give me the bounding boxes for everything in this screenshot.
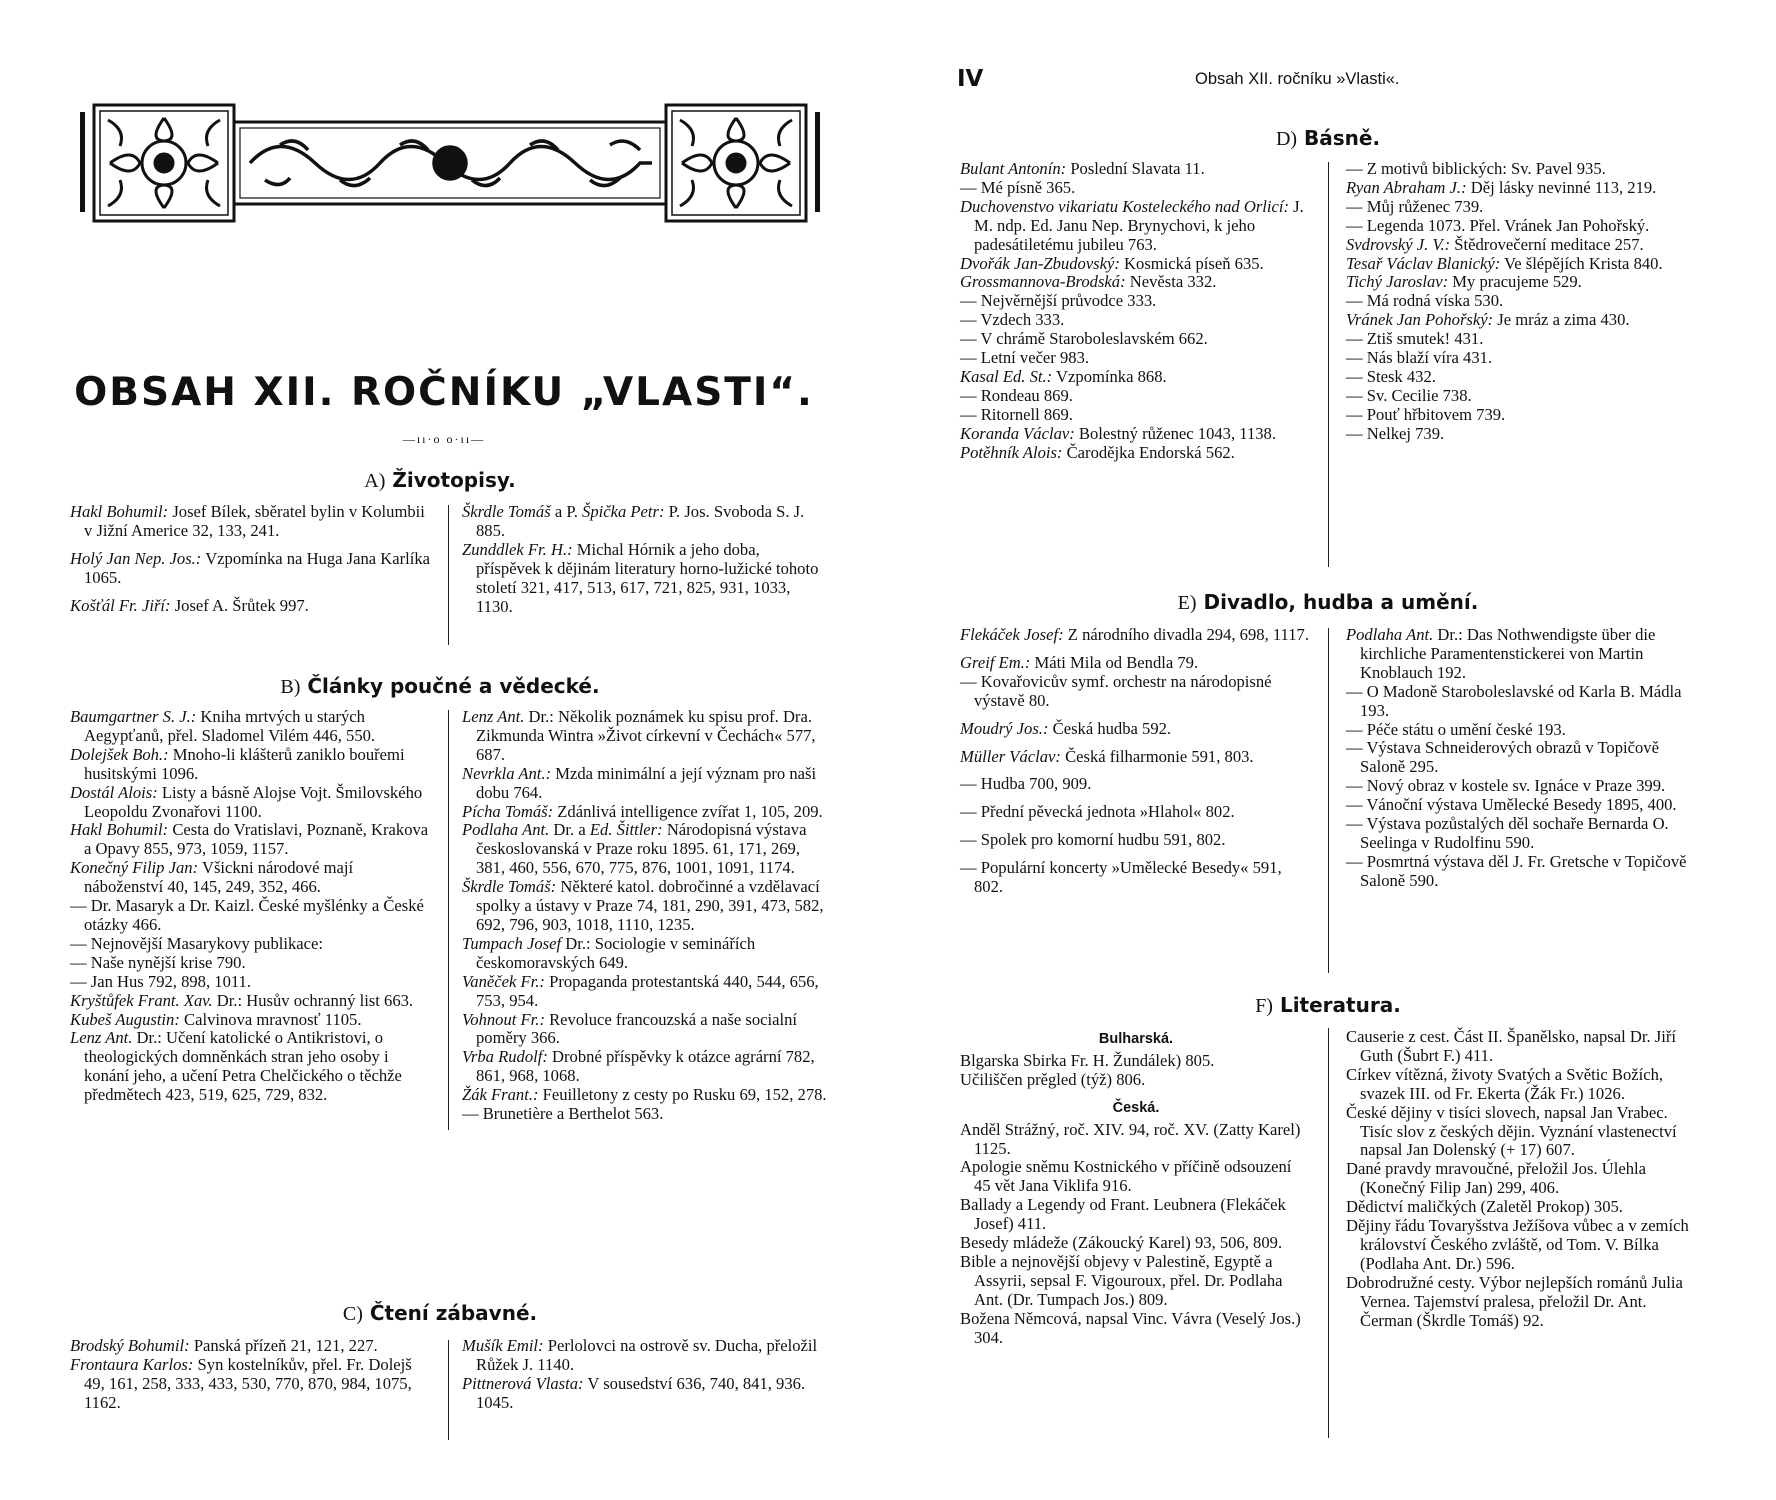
entry-author: Lenz Ant. (70, 1028, 133, 1048)
entry-text: — Přední pěvecká jednota »Hlahol« 802. (960, 802, 1235, 822)
entry-author: Hakl Bohumil: (70, 820, 169, 840)
index-entry (1346, 777, 1698, 796)
entry-text: — Má rodná víska 530. (1346, 291, 1504, 311)
section-letter: F) (1255, 995, 1273, 1017)
entry-text: Dr.: Sociologie v seminářích českomoravských 649. (476, 933, 756, 972)
index-entry (1346, 311, 1698, 330)
entry-author: Žák Frant.: (462, 1085, 539, 1105)
index-entry (960, 368, 1312, 387)
index-entry (70, 550, 435, 588)
entry-author: Bulant Antonín: (960, 159, 1067, 178)
entry-text: Calvinova mravnosť 1105. (179, 1009, 362, 1029)
index-entry (1346, 721, 1698, 740)
subheading-bulgarian: Bulharská. (1098, 1031, 1174, 1047)
entry-author: Potěhník Alois: (960, 442, 1063, 462)
index-entry (70, 1356, 435, 1413)
entry-author: Baumgartner S. J.: (70, 707, 197, 726)
index-entry (70, 973, 435, 992)
index-entry (1346, 292, 1698, 311)
entry-text: Máti Mila od Bendla 79. (1030, 652, 1199, 672)
entry-text: Mzda minimální a její význam pro naši dobu 764. (476, 763, 817, 802)
entry-text: Některé katol. dobročinné a vzdělavací spolky a ústavy v Praze 74, 181, 290, 391, 473, 582, 692, 796, 903, 1018, 1110, 1235. (476, 877, 824, 934)
entry-author: Tesař Václav Blanický: (1346, 253, 1501, 273)
entry-author: Dvořák Jan-Zbudovský: (960, 253, 1120, 273)
running-head: Obsah XII. ročníku »Vlasti«. (1195, 70, 1400, 88)
entry-text: — O Madoně Staroboleslavské od Karla B. Mádla 193. (1346, 681, 1682, 720)
index-entry (70, 784, 435, 822)
section-b-col2 (462, 708, 827, 1124)
entry-author: Vohnout Fr.: (462, 1009, 545, 1029)
entry-text: a P. (550, 502, 583, 521)
index-entry (462, 803, 827, 822)
index-entry (1346, 160, 1698, 179)
index-entry (1346, 626, 1698, 683)
entry-text: — Pouť hřbitovem 739. (1346, 404, 1506, 424)
entry-text: Nevěsta 332. (1125, 272, 1217, 292)
section-title: Literatura. (1279, 993, 1401, 1017)
index-entry (1346, 406, 1698, 425)
section-c-col2 (462, 1337, 827, 1413)
entry-author: Dostál Alois: (70, 782, 158, 802)
entry-text: Česká filharmonie 591, 803. (1060, 746, 1254, 766)
index-entry (462, 708, 827, 765)
entry-text: Revoluce francouzská a naše socialní poměry 366. (476, 1009, 797, 1048)
entry-author: Škrdle Tomáš: (462, 877, 557, 897)
entry-text: Zdánlivá intelligence zvířat 1, 105, 209. (553, 801, 823, 821)
entry-text: — Legenda 1073. Přel. Vránek Jan Pohořský. (1346, 215, 1650, 235)
index-entry (960, 654, 1312, 673)
section-title: Divadlo, hudba a umění. (1203, 590, 1479, 614)
entry-text: — Výstava pozůstalých děl sochaře Bernarda O. Seelinga v Rudolfinu 590. (1346, 814, 1669, 852)
entry-author: Frontaura Karlos: (70, 1354, 194, 1374)
index-entry (1346, 198, 1698, 217)
entry-author: Konečný Filip Jan: (70, 858, 199, 878)
entry-text: Kniha mrtvých u starých Aegypťanů, přel. Sladomel Vilém 446, 550. (84, 707, 376, 745)
entry-text: Bolestný růženec 1043, 1138. (1074, 423, 1276, 443)
index-entry (960, 1071, 1312, 1090)
page-number: IV (957, 66, 984, 92)
entry-text: Ve šlépějích Krista 840. (1500, 253, 1663, 273)
column-divider (1328, 628, 1329, 973)
entry-author: Hakl Bohumil: (70, 502, 169, 521)
entry-text: Děj lásky nevinné 113, 219. (1466, 177, 1657, 197)
entry-text: — Nejvěrnější průvodce 333. (960, 291, 1157, 311)
entry-text: Učiliščen prěgled (týž) 806. (960, 1069, 1146, 1089)
section-e-col1 (960, 626, 1312, 897)
index-entry (70, 954, 435, 973)
index-entry (960, 406, 1312, 425)
entry-text: — Nás blaží víra 431. (1346, 348, 1493, 368)
column-divider (1328, 1028, 1329, 1438)
section-title: Životopisy. (392, 468, 516, 492)
entry-text: Blgarska Sbirka Fr. H. Žundálek) 805. (960, 1050, 1215, 1070)
entry-author: Müller Václav: (960, 746, 1061, 766)
entry-author: Kasal Ed. St.: (960, 366, 1053, 386)
entry-text: Drobné příspěvky k otázce agrární 782, 861, 968, 1068. (476, 1047, 815, 1086)
entry-text: Čarodějka Endorská 562. (1062, 442, 1235, 462)
column-divider (448, 505, 449, 645)
entry-text: Causerie z cest. Část II. Španělsko, napsal Dr. Jiří Guth (Šubrt F.) 411. (1346, 1027, 1676, 1065)
entry-author: Koranda Václav: (960, 423, 1075, 443)
index-entry (1346, 1066, 1698, 1104)
index-entry (960, 198, 1312, 255)
index-entry (960, 349, 1312, 368)
entry-text: Dané pravdy mravoučné, přeložil Jos. Úlehla (Konečný Filip Jan) 299, 406. (1346, 1159, 1646, 1198)
section-f-col1 (960, 1024, 1312, 1348)
entry-text: — V chrámě Staroboleslavském 662. (960, 329, 1208, 349)
title-ornament: —ıı·o o·ıı— (402, 432, 486, 446)
index-entry (960, 831, 1312, 850)
entry-text: Štědrovečerní meditace 257. (1450, 234, 1644, 254)
entry-text: Božena Němcová, napsal Vinc. Vávra (Veselý Jos.) 304. (960, 1308, 1301, 1347)
index-entry (1346, 815, 1698, 853)
entry-author: Vaněček Fr.: (462, 971, 545, 991)
index-entry (70, 821, 435, 859)
entry-author: Tumpach Josef (462, 933, 562, 953)
index-entry (462, 1011, 827, 1049)
entry-text: České dějiny v tisíci slovech, napsal Jan Vrabec. Tisíc slov z českých dějin. Vyznání vlastenectví napsal Jan Dolenský (+ 17) 607. (1346, 1102, 1677, 1160)
index-entry (70, 746, 435, 784)
entry-text: Josef A. Šrůtek 997. (170, 595, 309, 615)
entry-text: Cesta do Vratislavi, Poznaně, Krakova a Opavy 855, 973, 1059, 1157. (84, 820, 429, 859)
entry-text: — Dr. Masaryk a Dr. Kaizl. České myšlénky a České otázky 466. (70, 896, 424, 934)
index-entry (960, 273, 1312, 292)
index-entry (1346, 683, 1698, 721)
index-entry (1346, 273, 1698, 292)
index-entry (1346, 1198, 1698, 1217)
index-entry (960, 859, 1312, 897)
subheading-czech: Česká. (1112, 1099, 1160, 1116)
entry-text: Feuilletony z cesty po Rusku 69, 152, 278. (538, 1085, 827, 1105)
index-entry (1346, 739, 1698, 777)
index-entry (960, 292, 1312, 311)
index-entry (1346, 179, 1698, 198)
entry-author: Dolejšek Boh.: (70, 744, 169, 764)
index-entry (960, 444, 1312, 463)
entry-text: My pracujeme 529. (1448, 272, 1582, 292)
index-entry (70, 859, 435, 897)
entry-text: Propaganda protestantská 440, 544, 656, 753, 954. (476, 971, 819, 1010)
index-entry (960, 748, 1312, 767)
entry-author: Vrba Rudolf: (462, 1047, 548, 1067)
entry-text: Poslední Slavata 11. (1066, 159, 1205, 178)
entry-text: Ballady a Legendy od Frant. Leubnera (Flekáček Josef) 411. (960, 1195, 1286, 1234)
section-f-col2 (1346, 1028, 1698, 1331)
section-a-col2 (462, 503, 827, 616)
entry-text: — Naše nynější krise 790. (70, 952, 246, 972)
entry-text: — Populární koncerty »Umělecké Besedy« 591, 802. (960, 858, 1282, 897)
index-entry (462, 935, 827, 973)
index-entry (462, 878, 827, 935)
index-entry (462, 503, 827, 541)
index-entry (70, 708, 435, 746)
entry-text: — Vzdech 333. (960, 310, 1065, 330)
entry-text: Vzpomínka na Huga Jana Karlíka 1065. (84, 548, 431, 587)
section-letter: E) (1177, 592, 1197, 614)
entry-text: Dr. a (549, 820, 590, 840)
index-entry (1346, 796, 1698, 815)
index-entry (960, 387, 1312, 406)
entry-text: Všickni národové mají náboženství 40, 145, 249, 352, 466. (84, 858, 354, 897)
entry-text: Dobrodružné cesty. Výbor nejlepších románů Julia Vernea. Tajemství pralesa, přeložil Dr. Ant. Čerman (Škrdle Tomáš) 92. (1346, 1272, 1683, 1330)
index-entry (960, 775, 1312, 794)
entry-author: Svdrovský J. V.: (1346, 234, 1451, 254)
section-d-col2 (1346, 160, 1698, 444)
entry-author: Duchovenstvo vikariatu Kosteleckého nad Orlicí: (960, 196, 1290, 216)
index-entry (70, 1011, 435, 1030)
section-b-heading (230, 674, 650, 699)
index-entry (960, 311, 1312, 330)
index-entry (960, 1196, 1312, 1234)
main-title: OBSAH XII. ROČNÍKU „VLASTI“. (74, 370, 814, 415)
entry-text: Panská přízeň 21, 121, 227. (189, 1336, 378, 1355)
index-entry (1346, 349, 1698, 368)
index-entry (462, 1048, 827, 1086)
index-entry (1346, 1217, 1698, 1274)
entry-text: Dr.: Husův ochranný list 663. (212, 990, 414, 1010)
entry-text: Dědictví maličkých (Zaletěl Prokop) 305. (1346, 1197, 1623, 1217)
entry-text: — Spolek pro komorní hudbu 591, 802. (960, 830, 1226, 850)
index-entry (1346, 1274, 1698, 1331)
section-c-col1 (70, 1337, 435, 1413)
entry-text: Dějiny řádu Tovaryšstva Ježíšova vůbec a v zemích království Českého zvláště, od Tom. V. Bílka (Podlaha Ant. Dr.) 596. (1346, 1216, 1689, 1273)
entry-text: — Můj růženec 739. (1346, 196, 1484, 216)
entry-text: — Stesk 432. (1346, 366, 1436, 386)
index-entry (70, 935, 435, 954)
entry-text: — Ztiš smutek! 431. (1346, 329, 1484, 349)
right-page (888, 0, 1776, 1500)
section-title: Články poučné a vědecké. (307, 674, 600, 698)
entry-author: Zunddlek Fr. H.: (462, 539, 573, 559)
index-entry (960, 626, 1312, 645)
entry-author: Tichý Jaroslav: (1346, 272, 1449, 292)
entry-text: Z národního divadla 294, 698, 1117. (1063, 625, 1309, 644)
entry-text: — Vánoční výstava Umělecké Besedy 1895, 400. (1346, 795, 1677, 815)
entry-author: Pícha Tomáš: (462, 801, 554, 821)
entry-text: Kosmická píseň 635. (1119, 253, 1264, 273)
section-c-heading (230, 1301, 650, 1326)
index-entry (1346, 217, 1698, 236)
index-entry (1346, 1104, 1698, 1161)
index-entry (462, 973, 827, 1011)
entry-text: — Brunetière a Berthelot 563. (462, 1104, 664, 1124)
index-entry (70, 597, 435, 616)
entry-author: Nevrkla Ant.: (462, 763, 552, 783)
section-a-heading (230, 468, 650, 493)
index-entry (70, 503, 435, 541)
section-e-col2 (1346, 626, 1698, 891)
entry-text: Bible a nejnovější objevy v Palestině, Egyptě a Assyrii, sepsal F. Vigouroux, přel. Dr. Podlaha Ant. (Dr. Tumpach Jos.) 809. (960, 1251, 1283, 1309)
section-letter: C) (342, 1303, 363, 1325)
entry-text: J. M. ndp. Ed. Janu Nep. Brynychovi, k jeho padesátiletému jubileu 763. (974, 196, 1304, 254)
index-entry (960, 673, 1312, 711)
index-entry (960, 255, 1312, 274)
entry-text: Michal Hórnik a jeho doba, příspěvek k dějinám literatury horno-lužické tohoto století 321, 417, 513, 617, 721, 825, 931, 1033, 1130. (476, 539, 819, 616)
entry-author: Podlaha Ant. (1346, 625, 1434, 644)
entry-author: Moudrý Jos.: (960, 718, 1049, 738)
index-entry (960, 179, 1312, 198)
entry-text: Anděl Strážný, roč. XIV. 94, roč. XV. (Zatty Karel) 1125. (960, 1119, 1301, 1158)
index-entry (1346, 368, 1698, 387)
entry-text: — Hudba 700, 909. (960, 774, 1092, 794)
index-entry (1346, 330, 1698, 349)
section-d-col1 (960, 160, 1312, 463)
index-entry (960, 1121, 1312, 1159)
entry-text: Církev vítězná, životy Svatých a Světic Božích, svazek III. od Fr. Ekerta (Žák Fr.) 1026. (1346, 1064, 1664, 1103)
entry-text: Vzpomínka 868. (1052, 366, 1167, 386)
entry-text: Je mráz a zima 430. (1493, 310, 1630, 330)
ornamental-banner (80, 100, 820, 225)
section-e-heading (978, 590, 1678, 615)
index-entry (1346, 1028, 1698, 1066)
index-entry (960, 160, 1312, 179)
entry-text: Mnoho-li klášterů zaniklo bouřemi husitskými 1096. (84, 744, 405, 783)
entry-author: Kryštůfek Frant. Xav. (70, 990, 213, 1010)
index-entry (1346, 853, 1698, 891)
entry-text: — Výstava Schneiderových obrazů v Topičově Saloně 295. (1346, 738, 1659, 777)
index-entry (960, 1234, 1312, 1253)
index-entry (70, 992, 435, 1011)
index-entry (960, 1158, 1312, 1196)
entry-author: Flekáček Josef: (960, 625, 1064, 644)
entry-text: — Nejnovější Masarykovy publikace: (70, 933, 323, 953)
entry-text: — Nový obraz v kostele sv. Ignáce v Praze 399. (1346, 776, 1666, 796)
entry-text: — Kovařovicův symf. orchestr na národopisné výstavě 80. (960, 671, 1272, 710)
entry-author: Pittnerová Vlasta: (462, 1373, 584, 1393)
index-entry (960, 720, 1312, 739)
entry-text: Česká hudba 592. (1048, 718, 1172, 738)
column-divider (448, 710, 449, 1130)
section-f-heading (1028, 993, 1628, 1018)
entry-author: Škrdle Tomáš (462, 502, 551, 521)
section-letter: D) (1275, 128, 1298, 150)
index-entry (462, 765, 827, 803)
column-divider (1328, 162, 1329, 567)
entry-text: — Ritornell 869. (960, 404, 1073, 424)
index-entry (462, 821, 827, 878)
entry-author: Holý Jan Nep. Jos.: (70, 548, 202, 568)
index-entry (70, 1337, 435, 1356)
entry-text: Národopisná výstava českoslovanská v Praze roku 1895. 61, 171, 269, 381, 460, 556, 670, 775, 876, 1001, 1091, 1174. (476, 820, 807, 878)
entry-author: Podlaha Ant. (462, 820, 550, 840)
entry-text: Dr.: Učení katolické o Antikristovi, o theologických domněnkách stran jeho osoby i konání jeho, a učení Petra Chelčického o těchže předmětech 423, 519, 625, 729, 832. (84, 1028, 402, 1105)
index-entry (70, 897, 435, 935)
entry-text: Apologie sněmu Kostnického v příčině odsouzení 45 vět Jana Viklifa 916. (960, 1157, 1292, 1196)
entry-author: Greif Em.: (960, 652, 1031, 672)
index-entry (1346, 236, 1698, 255)
index-entry (70, 1029, 435, 1105)
entry-author: Lenz Ant. (462, 707, 525, 726)
entry-text: — Péče státu o umění české 193. (1346, 719, 1566, 739)
entry-text: — Letní večer 983. (960, 348, 1090, 368)
entry-text: P. Jos. Svoboda S. J. 885. (476, 502, 805, 540)
index-entry (960, 1253, 1312, 1310)
index-entry (960, 330, 1312, 349)
entry-text: Josef Bílek, sběratel bylin v Kolumbii v Jižní Americe 32, 133, 241. (84, 502, 425, 540)
index-entry (462, 1086, 827, 1105)
section-a-col1 (70, 503, 435, 616)
entry-text: — Sv. Cecilie 738. (1346, 385, 1472, 405)
index-entry (960, 425, 1312, 444)
entry-author: Vránek Jan Pohořský: (1346, 310, 1494, 330)
index-entry (960, 1310, 1312, 1348)
index-entry (960, 1052, 1312, 1071)
entry-author: Mušík Emil: (462, 1336, 544, 1355)
entry-text: — Posmrtná výstava děl J. Fr. Gretsche v Topičově Saloně 590. (1346, 851, 1687, 890)
index-entry (462, 1337, 827, 1375)
entry-text: Dr.: Das Nothwendigste über die kirchliche Paramentenstickerei von Martin Knoblauch 192. (1360, 625, 1656, 682)
index-entry (1346, 425, 1698, 444)
column-divider (448, 1340, 449, 1440)
entry-author: Brodský Bohumil: (70, 1336, 190, 1355)
entry-text: V sousedství 636, 740, 841, 936. 1045. (476, 1373, 806, 1412)
section-title: Básně. (1304, 126, 1381, 150)
entry-text: — Rondeau 869. (960, 385, 1073, 405)
section-letter: A) (364, 470, 386, 492)
entry-author: Špička Petr: (582, 502, 665, 521)
entry-text: Besedy mládeže (Zákoucký Karel) 93, 506, 809. (960, 1233, 1283, 1253)
index-entry (1346, 1160, 1698, 1198)
entry-text: Dr.: Několik poznámek ku spisu prof. Dra. Zikmunda Wintra »Život církevní v Čechách« 577, 687. (476, 707, 816, 764)
section-letter: B) (280, 676, 301, 698)
section-title: Čtení zábavné. (369, 1301, 538, 1325)
entry-text: — Mé písně 365. (960, 177, 1076, 197)
section-b-col1 (70, 708, 435, 1105)
index-entry (462, 1375, 827, 1413)
entry-author: Kubeš Augustin: (70, 1009, 180, 1029)
entry-author: Grossmannova-Brodská: (960, 272, 1126, 292)
entry-text: — Jan Hus 792, 898, 1011. (70, 971, 251, 991)
entry-text: Syn kostelníkův, přel. Fr. Dolejš 49, 161, 258, 333, 433, 530, 770, 870, 984, 1075, 1162. (84, 1354, 412, 1412)
index-entry (1346, 255, 1698, 274)
index-entry (1346, 387, 1698, 406)
index-entry (462, 541, 827, 617)
index-entry (960, 803, 1312, 822)
entry-author: Ryan Abraham J.: (1346, 177, 1467, 197)
section-d-heading (1028, 126, 1628, 151)
entry-text: — Nelkej 739. (1346, 423, 1445, 443)
index-entry (462, 1105, 827, 1124)
entry-text: — Z motivů biblických: Sv. Pavel 935. (1346, 159, 1606, 178)
entry-text: Perlolovci na ostrově sv. Ducha, přeložil Růžek J. 1140. (476, 1336, 818, 1374)
entry-text: Listy a básně Alojse Vojt. Šmilovského Leopoldu Zvonařovi 1100. (84, 782, 423, 821)
entry-author: Košťál Fr. Jiří: (70, 595, 171, 615)
entry-author: Ed. Šittler: (589, 820, 663, 840)
